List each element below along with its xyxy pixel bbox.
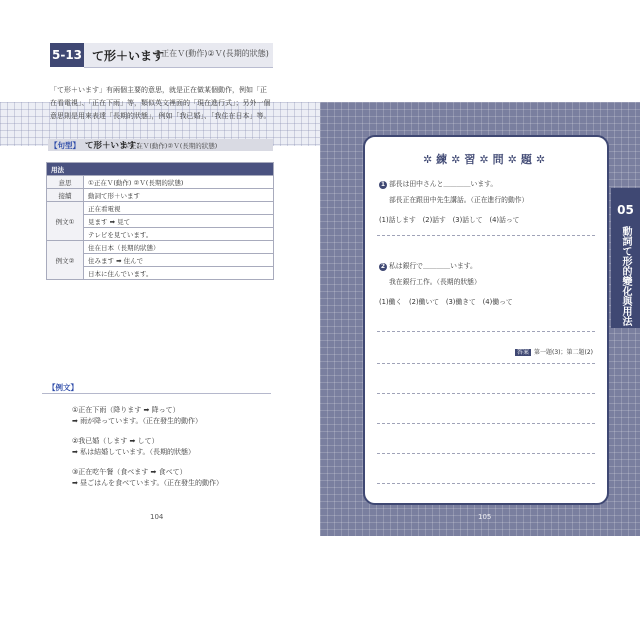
pattern-main: て形＋います： — [85, 141, 145, 151]
example-line: ①正在下雨（降ります ➡ 降って） — [72, 406, 180, 414]
page-number-left: 104 — [150, 513, 164, 521]
table-cell: 見ます ➡ 見て — [84, 215, 274, 228]
question-text: 部長は田中さんと＿＿＿＿います。 — [389, 180, 498, 188]
usage-table — [46, 162, 274, 280]
dashed-rule — [377, 393, 595, 394]
example-line: ➡ 私は結婚しています。（長期的狀態） — [72, 448, 196, 456]
title-sub: ①正在Ｖ(動作)②Ｖ(長期的狀態) — [154, 49, 269, 58]
table-cell: テレビを見ています。 — [84, 228, 274, 241]
example-line: ②我已婚（します ➡ して） — [72, 437, 159, 445]
question-1 — [379, 179, 497, 189]
page-number-right: 105 — [478, 513, 492, 521]
table-row — [47, 202, 274, 215]
example-line: ➡ 昼ごはんを食べています。（正在發生的動作） — [72, 479, 224, 487]
table-row — [47, 241, 274, 254]
table-cell: 用法 — [47, 163, 274, 176]
table-row — [47, 176, 274, 189]
exercise-card — [363, 135, 609, 505]
dashed-rule — [377, 363, 595, 364]
table-cell: 意思 — [47, 176, 84, 189]
table-cell: 住みます ➡ 住んで — [84, 254, 274, 267]
question-1-options: (1)話します (2)話す (3)話して (4)話って — [379, 216, 520, 224]
table-row — [47, 163, 274, 176]
example-line: ➡ 雨が降っています。（正在發生的動作） — [72, 417, 203, 425]
examples-tag: 【例文】 — [48, 383, 78, 392]
examples-divider — [42, 393, 271, 394]
pattern-sub: ①正在Ｖ(動作)②Ｖ(長期的狀態) — [124, 141, 218, 150]
table-cell: 接續 — [47, 189, 84, 202]
table-cell: 例文② — [47, 241, 84, 280]
pattern-tag: 【句型】 — [50, 141, 80, 150]
dashed-rule — [377, 483, 595, 484]
table-cell: 住在日本（長期的狀態） — [84, 241, 274, 254]
title-main: て形＋います — [92, 49, 165, 63]
question-2-options: (1)働く (2)働いて (3)働きて (4)働って — [379, 298, 513, 306]
answer-text: 第一題(3)；第二題(2) — [534, 349, 593, 356]
dashed-rule — [377, 453, 595, 454]
pattern-bar — [48, 139, 273, 151]
question-number: 1 — [380, 181, 386, 188]
question-2-translation: 我在銀行工作。（長期的狀態） — [389, 278, 481, 286]
example-line: ③正在吃午餐（食べます ➡ 食べて） — [72, 468, 187, 476]
section-tab: 5-13 — [50, 43, 84, 67]
card-title: ✲練✲習✲問✲題✲ — [422, 153, 550, 166]
table-row — [47, 189, 274, 202]
question-number: 2 — [380, 263, 386, 270]
table-cell: ①正在Ｖ(動作) ②Ｖ(長期的狀態) — [84, 176, 274, 189]
answer-line — [515, 347, 593, 356]
chapter-title: 動詞て形的變化與用法 — [620, 226, 631, 326]
chapter-side-tab — [611, 188, 640, 328]
dashed-rule — [377, 331, 595, 332]
answer-tag: 答案 — [516, 349, 529, 356]
table-cell: 正在看電視 — [84, 202, 274, 215]
intro-paragraph: 「て形＋います」有兩個主要的意思，就是正在做某個動作，例如「正在看電視」、「正在下雨」等，類似英文裡面的「現在進行式」；另外一個意思則是用來表達「長期的狀態」，例如「我已婚」、「我住在日本」等。 — [50, 86, 271, 120]
table-cell: 例文① — [47, 202, 84, 241]
section-title — [84, 43, 273, 68]
table-cell: 動詞て形＋います — [84, 189, 274, 202]
chapter-number: 05 — [617, 203, 634, 217]
question-1-translation: 部長正在跟田中先生講話。（正在進行的動作） — [389, 196, 529, 204]
table-cell: 日本に住んでいます。 — [84, 267, 274, 280]
question-text: 私は銀行で＿＿＿＿います。 — [389, 262, 477, 270]
question-2 — [379, 261, 477, 271]
dashed-rule — [377, 423, 595, 424]
dashed-rule — [377, 235, 595, 236]
